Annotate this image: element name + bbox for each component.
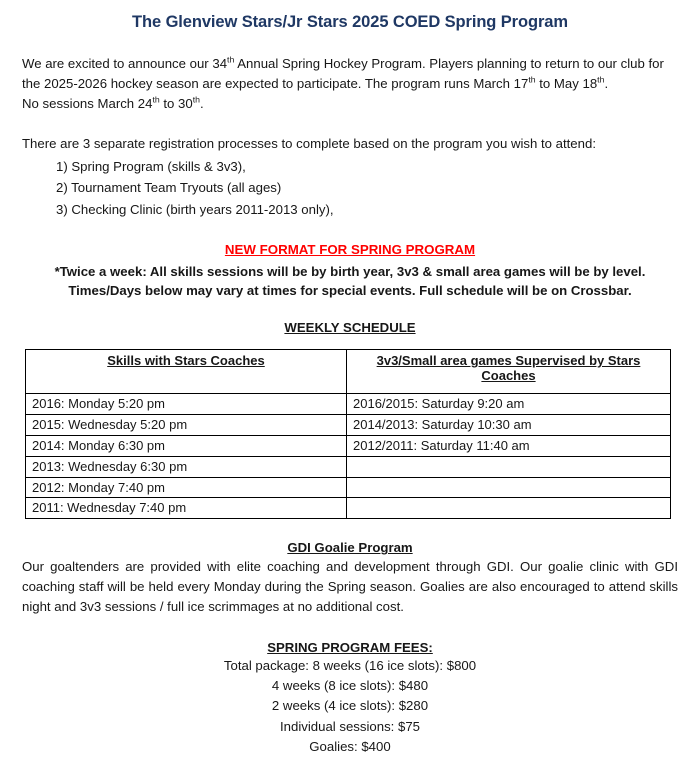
intro-line-2-text-b: to May 18 [535,75,598,91]
cell-games [347,477,671,498]
list-item: 3) Checking Clinic (birth years 2011-2013 only), [56,201,334,217]
intro-paragraph [22,54,678,114]
intro-line-3-superscript-2: th [192,94,200,105]
registration-list [22,156,678,220]
intro-line-1 [22,54,678,74]
list-item: 4 weeks (8 ice slots): $480 [271,677,429,693]
weekly-schedule-table [25,349,671,519]
list-item: Individual sessions: $75 [279,718,421,734]
column-header-skills-text: Skills with Stars Coaches [107,353,265,369]
new-format-line-2: Times/Days below may vary at times for special events. Full schedule will be on Crossbar. [68,283,632,299]
cell-skills: 2015: Wednesday 5:20 pm [26,415,347,436]
table-row [26,456,671,477]
new-format-heading [22,242,678,257]
new-format-details [22,262,678,300]
list-item: 2) Tournament Team Tryouts (all ages) [56,180,282,196]
cell-skills: 2016: Monday 5:20 pm [26,394,347,415]
cell-games: 2012/2011: Saturday 11:40 am [347,435,671,456]
gdi-paragraph: Our goaltenders are provided with elite coaching and development through GDI. Our goalie clinic with GDI coaching staff will be held every Monday during the Spring season. Goalies are also encouraged to attend skills night and 3v3 sessions / full ice scrimmages at no additional cost. [22,559,678,615]
table-row [26,394,671,415]
cell-skills: 2011: Wednesday 7:40 pm [26,498,347,519]
page-title: The Glenview Stars/Jr Stars 2025 COED Spring Program [132,13,568,31]
intro-line-3-text-a: No sessions March 24 [22,95,153,111]
cell-games [347,456,671,477]
intro-line-3-text-c: . [200,95,204,111]
fees-heading [22,640,678,655]
registration-intro: There are 3 separate registration processes to complete based on the program you wish to attend: [22,135,596,151]
intro-line-1-superscript: th [227,54,235,65]
cell-skills: 2013: Wednesday 6:30 pm [26,456,347,477]
weekly-schedule-heading [22,320,678,335]
intro-line-3-text-b: to 30 [159,95,193,111]
column-header-skills [26,350,347,394]
list-item: 1) Spring Program (skills & 3v3), [56,158,246,174]
table-header-row [26,350,671,394]
column-header-games-text: 3v3/Small area games Supervised by Stars Coaches [376,353,641,384]
table-row [26,498,671,519]
fees-heading-text: SPRING PROGRAM FEES: [267,639,433,655]
table-row [26,435,671,456]
intro-line-3-superscript-1: th [152,94,160,105]
new-format-heading-text: NEW FORMAT FOR SPRING PROGRAM [224,241,476,257]
table-row [26,415,671,436]
table-row [26,477,671,498]
intro-line-2-text-c: . [604,75,609,91]
list-item: 2 weeks (4 ice slots): $280 [271,698,429,714]
list-item: Goalies: $400 [309,738,391,754]
gdi-heading [22,540,678,555]
intro-line-2 [22,74,678,94]
weekly-schedule-heading-text: WEEKLY SCHEDULE [284,320,416,336]
intro-line-3 [22,94,678,114]
cell-games: 2014/2013: Saturday 10:30 am [347,415,671,436]
cell-games: 2016/2015: Saturday 9:20 am [347,394,671,415]
new-format-line-1: *Twice a week: All skills sessions will be by birth year, 3v3 & small area games will be by level. [54,263,646,279]
intro-line-1-text-b: Annual Spring Hockey Program. Players planning to return to our club for [234,55,664,71]
intro-line-2-superscript-1: th [528,74,536,85]
gdi-heading-text: GDI Goalie Program [287,540,413,556]
document-page [0,13,700,754]
intro-line-1-text-a: We are excited to announce our 34 [22,55,228,71]
intro-line-2-superscript-2: th [597,74,605,85]
list-item: Total package: 8 weeks (16 ice slots): $800 [223,657,477,673]
cell-skills: 2014: Monday 6:30 pm [26,435,347,456]
column-header-games [347,350,671,394]
cell-games [347,498,671,519]
intro-line-2-text-a: the 2025-2026 hockey season are expected to participate. The program runs March 17 [22,75,529,91]
fees-list [22,656,678,757]
cell-skills: 2012: Monday 7:40 pm [26,477,347,498]
